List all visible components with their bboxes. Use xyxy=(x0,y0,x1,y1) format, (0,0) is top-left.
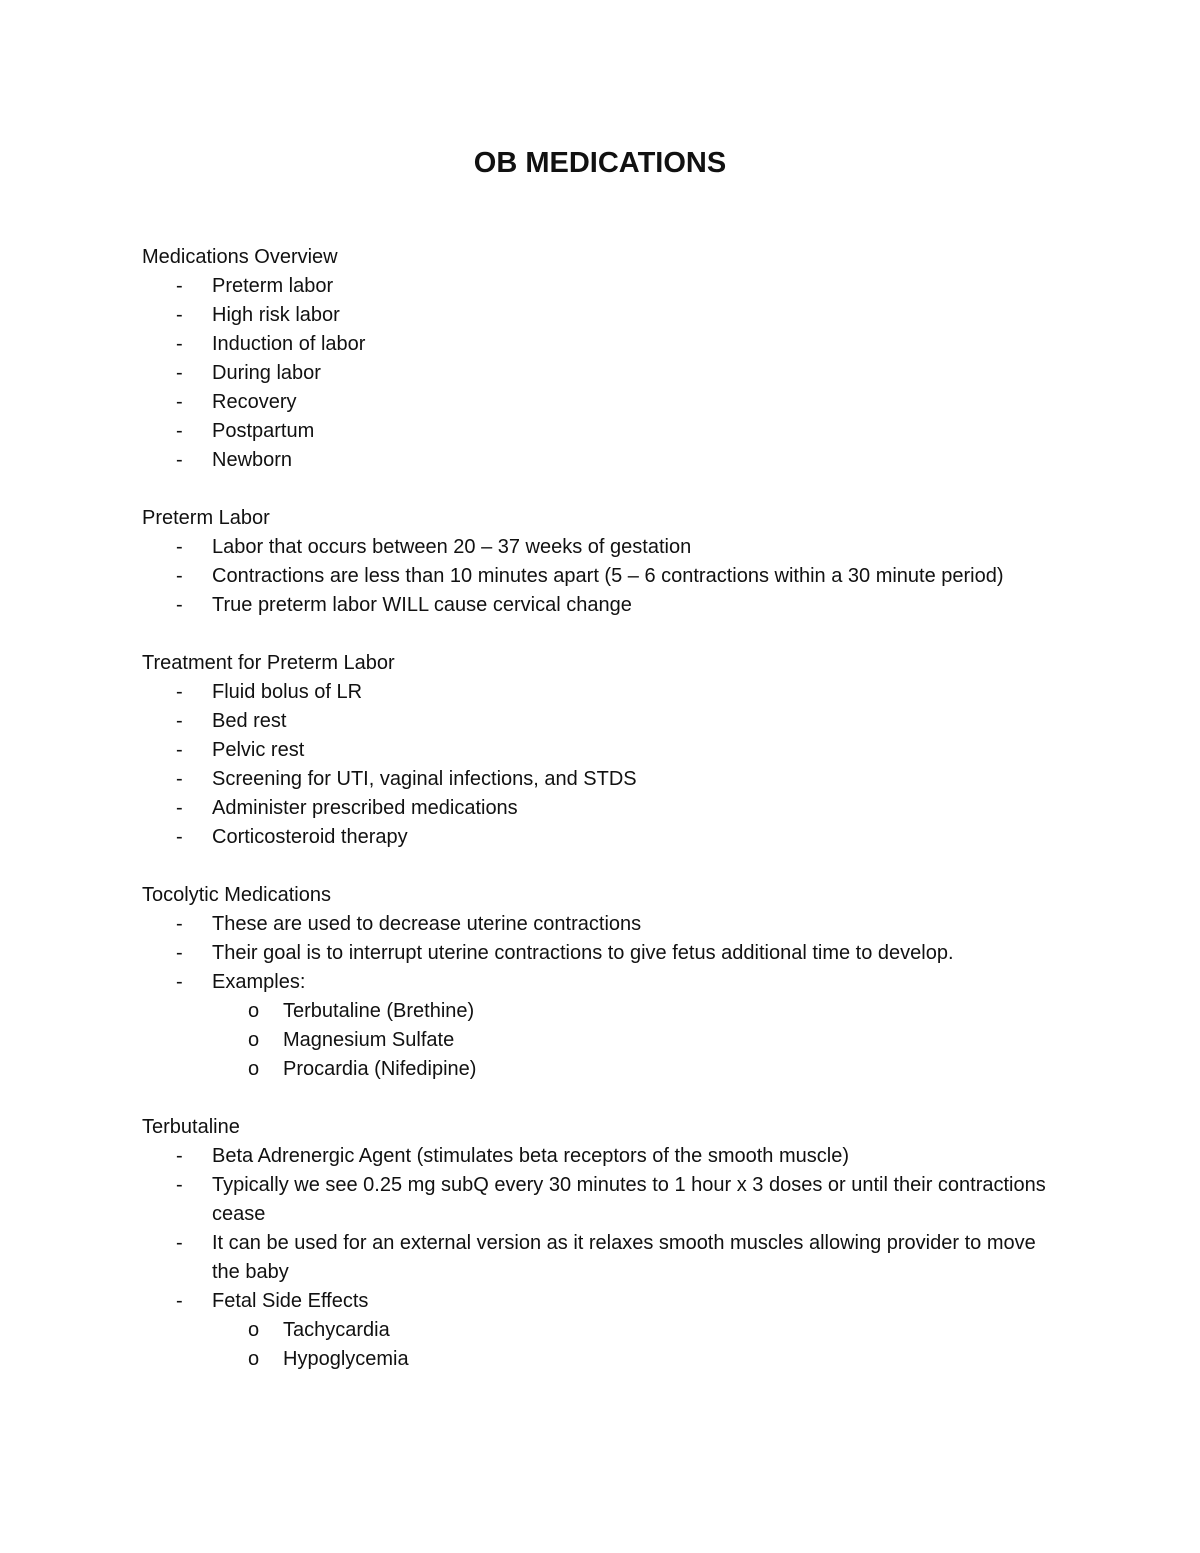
section xyxy=(142,1113,1062,1374)
list-item xyxy=(142,910,1062,939)
sub-list-item xyxy=(142,1055,1062,1084)
list-item xyxy=(142,736,1062,765)
dash-bullet: - xyxy=(176,275,183,297)
sub-list-item xyxy=(142,1316,1062,1345)
dash-bullet: - xyxy=(176,1232,183,1254)
dash-bullet: - xyxy=(176,1290,183,1312)
sub-list-item-text: Hypoglycemia xyxy=(283,1348,409,1370)
dash-bullet: - xyxy=(176,971,183,993)
dash-list xyxy=(142,1142,1062,1374)
list-item xyxy=(142,1287,1062,1374)
list-item-text: Preterm labor xyxy=(212,275,334,297)
sub-list-item-text: Magnesium Sulfate xyxy=(283,1029,455,1051)
list-item-text: True preterm labor WILL cause cervical change xyxy=(212,594,632,616)
dash-bullet: - xyxy=(176,913,183,935)
list-item xyxy=(142,272,1062,301)
list-item-text: Administer prescribed medications xyxy=(212,797,518,819)
list-item-text: Pelvic rest xyxy=(212,739,305,761)
section-heading: Tocolytic Medications xyxy=(142,884,331,906)
dash-bullet: - xyxy=(176,768,183,790)
list-item-text: Typically we see 0.25 mg subQ every 30 minutes to 1 hour x 3 doses or until their contractions cease xyxy=(212,1174,1046,1225)
list-item-text: Fluid bolus of LR xyxy=(212,681,363,703)
dash-bullet: - xyxy=(176,826,183,848)
list-item-text: It can be used for an external version as it relaxes smooth muscles allowing provider to move the baby xyxy=(212,1232,1036,1283)
list-item-text: Labor that occurs between 20 – 37 weeks of gestation xyxy=(212,536,692,558)
section xyxy=(142,649,1062,852)
list-item-text: Postpartum xyxy=(212,420,315,442)
dash-bullet: - xyxy=(176,333,183,355)
section xyxy=(142,243,1062,475)
list-item-text: Corticosteroid therapy xyxy=(212,826,408,848)
list-item-text: Contractions are less than 10 minutes apart (5 – 6 contractions within a 30 minute period) xyxy=(212,565,1004,587)
section xyxy=(142,881,1062,1084)
dash-bullet: - xyxy=(176,304,183,326)
list-item xyxy=(142,301,1062,330)
list-item-text: High risk labor xyxy=(212,304,340,326)
list-item xyxy=(142,330,1062,359)
dash-list xyxy=(142,272,1062,475)
dash-bullet: - xyxy=(176,942,183,964)
circle-bullet: o xyxy=(248,1029,260,1051)
list-item-text: Recovery xyxy=(212,391,297,413)
dash-bullet: - xyxy=(176,797,183,819)
sub-list-item-text: Procardia (Nifedipine) xyxy=(283,1058,477,1080)
sub-list xyxy=(212,997,1062,1084)
list-item xyxy=(142,939,1062,968)
list-item-text: Induction of labor xyxy=(212,333,366,355)
document-title: OB MEDICATIONS xyxy=(473,147,727,179)
list-item-text: Screening for UTI, vaginal infections, and STDS xyxy=(212,768,637,790)
list-item xyxy=(142,1229,1062,1287)
dash-bullet: - xyxy=(176,681,183,703)
list-item xyxy=(142,1142,1062,1171)
list-item-text: These are used to decrease uterine contractions xyxy=(212,913,642,935)
circle-bullet: o xyxy=(248,1319,260,1341)
dash-list xyxy=(142,533,1062,620)
list-item-text: Their goal is to interrupt uterine contractions to give fetus additional time to develop. xyxy=(212,942,954,964)
list-item xyxy=(142,417,1062,446)
sub-list-item xyxy=(142,1026,1062,1055)
sub-list xyxy=(212,1316,1062,1374)
dash-bullet: - xyxy=(176,739,183,761)
document-body xyxy=(142,243,1062,1403)
sub-list-item-text: Tachycardia xyxy=(283,1319,390,1341)
circle-bullet: o xyxy=(248,1000,260,1022)
list-item xyxy=(142,533,1062,562)
section-heading: Preterm Labor xyxy=(142,507,270,529)
section-heading: Treatment for Preterm Labor xyxy=(142,652,395,674)
dash-bullet: - xyxy=(176,362,183,384)
dash-bullet: - xyxy=(176,1145,183,1167)
list-item xyxy=(142,1171,1062,1229)
list-item xyxy=(142,359,1062,388)
list-item-text: Fetal Side Effects xyxy=(212,1290,369,1312)
list-item xyxy=(142,707,1062,736)
list-item xyxy=(142,765,1062,794)
section-heading: Terbutaline xyxy=(142,1116,240,1138)
circle-bullet: o xyxy=(248,1058,260,1080)
list-item xyxy=(142,591,1062,620)
list-item-text: Newborn xyxy=(212,449,293,471)
dash-list xyxy=(142,910,1062,1084)
list-item xyxy=(142,794,1062,823)
list-item-text: Beta Adrenergic Agent (stimulates beta receptors of the smooth muscle) xyxy=(212,1145,849,1167)
dash-bullet: - xyxy=(176,536,183,558)
list-item-text: Bed rest xyxy=(212,710,287,732)
dash-bullet: - xyxy=(176,565,183,587)
list-item xyxy=(142,678,1062,707)
section xyxy=(142,504,1062,620)
dash-bullet: - xyxy=(176,420,183,442)
list-item xyxy=(142,562,1062,591)
dash-bullet: - xyxy=(176,594,183,616)
dash-bullet: - xyxy=(176,449,183,471)
sub-list-item xyxy=(142,997,1062,1026)
sub-list-item xyxy=(142,1345,1062,1374)
list-item xyxy=(142,968,1062,1084)
sub-list-item-text: Terbutaline (Brethine) xyxy=(283,1000,475,1022)
dash-bullet: - xyxy=(176,391,183,413)
dash-bullet: - xyxy=(176,710,183,732)
list-item xyxy=(142,823,1062,852)
list-item xyxy=(142,388,1062,417)
list-item-text: Examples: xyxy=(212,971,306,993)
list-item-text: During labor xyxy=(212,362,321,384)
list-item xyxy=(142,446,1062,475)
section-heading: Medications Overview xyxy=(142,246,338,268)
dash-list xyxy=(142,678,1062,852)
circle-bullet: o xyxy=(248,1348,260,1370)
dash-bullet: - xyxy=(176,1174,183,1196)
